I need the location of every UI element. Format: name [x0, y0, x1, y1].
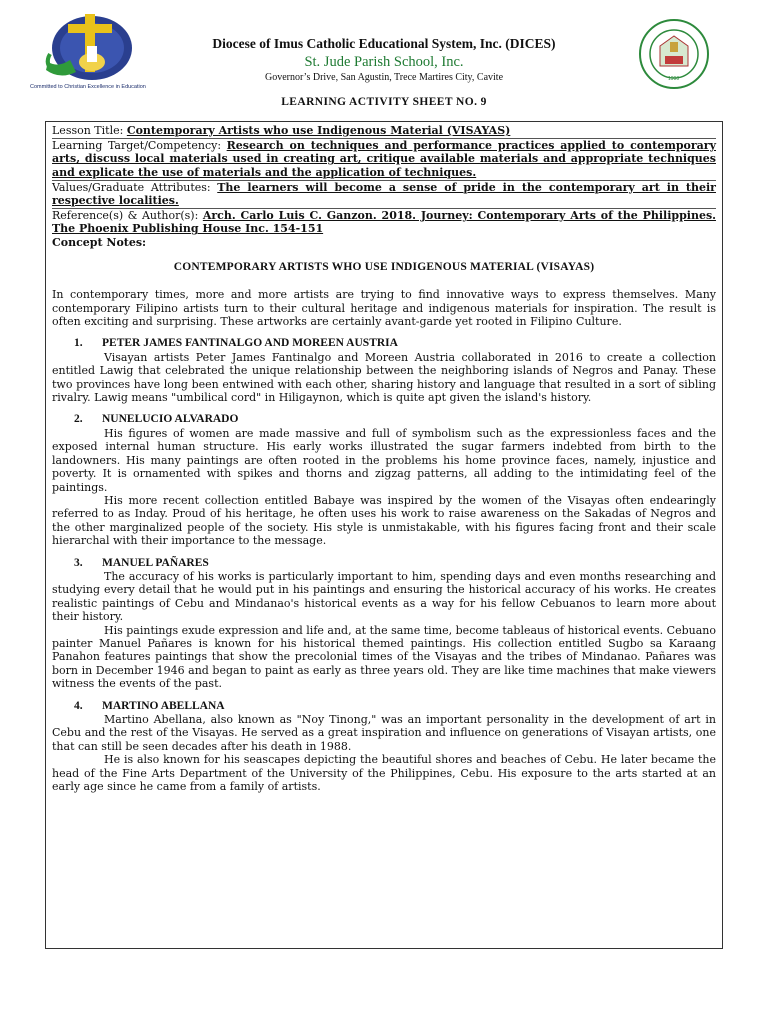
target-value: Research on techniques and performance practices applied to contemporary arts, discuss local materials used in creating art, critique available materials and appropriate techniques and explicate the use of materials and the application of techniques. — [52, 139, 716, 179]
section-alvarado — [52, 413, 716, 547]
section-paragraph: The accuracy of his works is particularly important to him, spending days and even months researching and studying every detail that he would put in his paintings and ensuring the historical accuracy of his works. He creates realistic paintings of Cebu and Mindanao's historical events as a way for his fellow Cebuanos to learn more about their history. — [52, 569, 716, 624]
intro-paragraph: In contemporary times, more and more artists are trying to find innovative ways to express themselves. Many contemporary Filipino artists turn to their cultural heritage and indigenous materials for inspiration. The result is often exciting and surprising. These artworks are certainly avant-garde yet rooted in Filipino Culture. — [52, 288, 716, 329]
section-heading: 4. MARTINO ABELLANA — [74, 699, 225, 712]
concept-notes — [46, 261, 722, 794]
values-label: Values/Graduate Attributes: — [52, 180, 218, 194]
lesson-title-row — [52, 124, 716, 139]
reference-value: Arch. Carlo Luis C. Ganzon. 2018. Journey: Contemporary Arts of the Philippines. The Phoenix Publishing House Inc. 154-151 — [52, 209, 716, 236]
section-abellana — [52, 700, 716, 794]
org-name: Diocese of Imus Catholic Educational System, Inc. (DICES) — [212, 36, 556, 51]
activity-sheet-box — [45, 121, 723, 949]
school-name: St. Jude Parish School, Inc. — [304, 54, 464, 70]
target-label: Learning Target/Competency: — [52, 139, 227, 153]
school-address: Governor’s Drive, San Agustin, Trece Martires City, Cavite — [264, 72, 504, 83]
lesson-meta — [46, 122, 722, 249]
section-fantinalgo-austria — [52, 337, 716, 404]
section-panares — [52, 557, 716, 691]
seal-year: 1990 — [668, 76, 680, 82]
concept-notes-label: Concept Notes: — [52, 235, 147, 249]
section-paragraph: His paintings exude expression and life and, at the same time, become tableaus of historical events. Cebuano painter Manuel Pañares is known for his historical themed paintings. His collection entitled Sugbo sa Karaang Panahon features paintings that show the precolonial times of the Visayas and the tribes of Mindanao. Pañares was born in December 1946 and began to paint as early as three years old. They are like time machines that make viewers witness the events of the past. — [52, 623, 716, 691]
dices-logo-caption: Committed to Christian Excellence in Education — [30, 84, 146, 90]
content-title: CONTEMPORARY ARTISTS WHO USE INDIGENOUS MATERIAL (VISAYAS) — [173, 260, 595, 273]
section-paragraph: Visayan artists Peter James Fantinalgo and Moreen Austria collaborated in 2016 to create a collection entitled Lawig that celebrated the unique relationship between the neighboring islands of Negros and Panay. These two provinces have long been entwined with each other, sharing history and language that resulted in a sort of sibling rivalry. Lawig means "umbilical cord" in Hiligaynon, which is quite apt given the island's history. — [52, 350, 716, 405]
sheet-title: LEARNING ACTIVITY SHEET NO. 9 — [281, 96, 487, 108]
values-value: The learners will become a sense of pride in the contemporary art in their respective localities. — [52, 180, 716, 208]
reference-row — [52, 209, 716, 235]
values-row — [52, 181, 716, 209]
section-paragraph: He is also known for his seascapes depicting the beautiful shores and beaches of Cebu. He later became the head of the Fine Arts Department of the University of the Philippines, Cebu. His exposure to the arts started at an early age since he came from a family of artists. — [52, 753, 716, 794]
section-heading: 1. PETER JAMES FANTINALGO AND MOREEN AUSTRIA — [74, 337, 398, 350]
reference-label: Reference(s) & Author(s): — [52, 209, 203, 223]
lesson-title-label: Lesson Title: — [52, 124, 127, 137]
section-heading: 3. MANUEL PAÑARES — [74, 556, 209, 569]
lesson-title-value: Contemporary Artists who use Indigenous Material (VISAYAS) — [126, 124, 511, 137]
section-paragraph: His figures of women are made massive and full of symbolism such as the expressionless faces and the exposed internal human structure. His early works illustrated the sugar farmers indebted from birth to the landowners. His many paintings are often rooted in the problems his home province faces, namely, injustice and poverty. It is ornamented with spikes and thorns and zigzag patterns, all adding to the intimidating feel of the paintings. — [52, 426, 716, 494]
section-paragraph: Martino Abellana, also known as "Noy Tinong," was an important personality in the development of art in Cebu and the rest of the Visayas. He served as a great inspiration and influence on generations of Visayan artists, one that can still be seen decades after his death in 1988. — [52, 713, 716, 753]
section-paragraph: His more recent collection entitled Babaye was inspired by the women of the Visayas often endearingly referred to as Inday. Proud of his heritage, he often uses his work to raise awareness on the Sakadas of Negros and the other marginalized people of the society. His style is unmistakable, with his figures facing front and their scale hierarchal with their importance to the message. — [52, 493, 716, 548]
section-heading: 2. NUNELUCIO ALVARADO — [74, 413, 239, 426]
target-row — [52, 139, 716, 181]
